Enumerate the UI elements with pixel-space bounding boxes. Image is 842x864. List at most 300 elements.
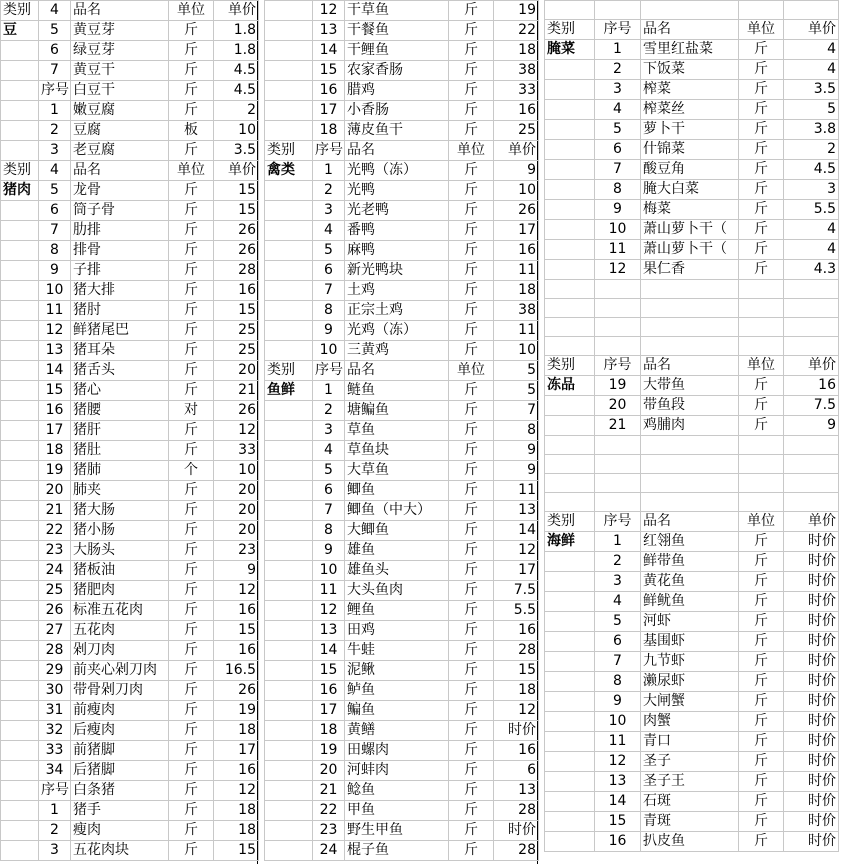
price-cell: 26 [494,201,539,221]
category-cell: 海鲜 [545,532,595,552]
table-row [545,396,839,416]
item-name-cell: 前瘦肉 [71,701,169,721]
category-cell [1,121,39,141]
table-row [1,841,259,861]
item-name-cell: 品名 [345,141,449,161]
table-row [265,141,539,161]
unit-cell: 斤 [449,521,494,541]
category-cell [545,592,595,612]
unit-cell: 斤 [169,681,214,701]
category-cell [1,601,39,621]
price-cell: 4 [784,40,839,60]
unit-cell [739,436,784,455]
category-cell: 类别 [545,356,595,376]
category-cell: 类别 [545,512,595,532]
category-cell [265,281,313,301]
table-row [1,61,259,81]
unit-cell: 斤 [449,241,494,261]
price-cell: 时价 [784,572,839,592]
unit-cell: 斤 [169,361,214,381]
unit-cell: 斤 [449,501,494,521]
price-cell: 单价 [214,161,259,181]
category-cell [545,832,595,852]
number-cell: 6 [595,140,641,160]
item-name-cell: 大鲫鱼 [345,521,449,541]
item-name-cell: 鲶鱼 [345,781,449,801]
number-cell: 5 [39,181,71,201]
number-cell: 34 [39,761,71,781]
table-row [265,841,539,861]
table-row [1,721,259,741]
table-row [1,761,259,781]
number-cell [595,493,641,512]
item-name-cell: 塘鳊鱼 [345,401,449,421]
item-name-cell: 黄鳝 [345,721,449,741]
price-cell: 3.8 [784,120,839,140]
category-cell: 猪肉 [1,181,39,201]
unit-cell: 斤 [169,181,214,201]
category-cell [1,341,39,361]
number-cell: 序号 [595,512,641,532]
unit-cell: 斤 [169,321,214,341]
category-cell [265,181,313,201]
price-cell: 单价 [784,20,839,40]
number-cell: 5 [595,612,641,632]
category-cell [545,493,595,512]
number-cell: 3 [313,421,345,441]
item-name-cell: 干草鱼 [345,1,449,21]
number-cell: 11 [595,732,641,752]
category-cell [1,641,39,661]
number-cell: 8 [313,301,345,321]
category-cell: 类别 [1,161,39,181]
price-table-2 [264,0,539,861]
unit-cell: 斤 [449,201,494,221]
table-row [265,481,539,501]
number-cell: 2 [595,552,641,572]
price-cell: 4.3 [784,260,839,280]
price-cell [784,436,839,455]
price-cell: 15 [214,621,259,641]
table-row [1,141,259,161]
table-row [545,732,839,752]
item-name-cell [641,299,739,318]
table-row [1,641,259,661]
category-cell [265,821,313,841]
category-cell [545,474,595,493]
unit-cell: 斤 [449,101,494,121]
unit-cell: 斤 [169,481,214,501]
number-cell: 序号 [39,81,71,101]
unit-cell: 斤 [449,841,494,861]
table-row [265,681,539,701]
price-cell: 20 [214,521,259,541]
unit-cell: 斤 [739,592,784,612]
item-name-cell: 鲢鱼 [345,381,449,401]
category-cell [545,712,595,732]
category-cell [265,421,313,441]
category-cell [1,41,39,61]
item-name-cell: 品名 [641,356,739,376]
unit-cell: 斤 [449,1,494,21]
unit-cell: 斤 [739,672,784,692]
table-row [265,781,539,801]
price-cell: 时价 [784,612,839,632]
unit-cell: 斤 [449,401,494,421]
price-cell: 9 [494,461,539,481]
unit-cell: 斤 [449,801,494,821]
unit-cell: 斤 [739,712,784,732]
category-cell [1,501,39,521]
table-row [265,241,539,261]
price-cell: 11 [494,481,539,501]
item-name-cell: 泥鳅 [345,661,449,681]
item-name-cell: 腌大白菜 [641,180,739,200]
item-name-cell: 豆腐 [71,121,169,141]
number-cell: 6 [313,481,345,501]
number-cell: 13 [313,21,345,41]
number-cell: 10 [313,341,345,361]
unit-cell: 斤 [449,541,494,561]
category-cell [1,421,39,441]
item-name-cell: 白条猪 [71,781,169,801]
category-cell [265,1,313,21]
category-cell [265,201,313,221]
category-cell [545,732,595,752]
table-row [545,493,839,512]
table-row [1,81,259,101]
price-cell: 4.5 [214,81,259,101]
item-name-cell: 腊鸡 [345,81,449,101]
category-cell [1,781,39,801]
number-cell: 2 [313,401,345,421]
unit-cell: 斤 [169,221,214,241]
unit-cell: 斤 [169,841,214,861]
number-cell [595,280,641,299]
unit-cell: 斤 [449,701,494,721]
category-cell [1,481,39,501]
number-cell: 18 [313,121,345,141]
category-cell [545,792,595,812]
table-row [545,240,839,260]
price-cell: 时价 [784,792,839,812]
price-cell: 28 [494,801,539,821]
number-cell [595,1,641,20]
item-name-cell: 基围虾 [641,632,739,652]
unit-cell: 斤 [449,441,494,461]
table-row [545,455,839,474]
category-cell [265,801,313,821]
number-cell: 1 [313,381,345,401]
table-row [265,61,539,81]
table-row [265,701,539,721]
item-name-cell: 黄花鱼 [641,572,739,592]
price-cell: 17 [494,561,539,581]
category-cell [265,741,313,761]
unit-cell: 斤 [449,81,494,101]
category-cell [265,701,313,721]
price-cell: 12 [494,701,539,721]
item-name-cell: 干鲤鱼 [345,41,449,61]
unit-cell: 斤 [739,60,784,80]
number-cell: 序号 [313,141,345,161]
item-name-cell: 圣子 [641,752,739,772]
unit-cell: 斤 [449,721,494,741]
item-name-cell [641,1,739,20]
table-row [265,601,539,621]
table-row [545,1,839,20]
number-cell: 9 [313,321,345,341]
price-cell: 33 [214,441,259,461]
number-cell: 27 [39,621,71,641]
price-cell: 5 [784,100,839,120]
price-cell: 28 [214,261,259,281]
item-name-cell: 大肠头 [71,541,169,561]
unit-cell: 斤 [739,200,784,220]
category-cell [1,441,39,461]
category-cell [545,100,595,120]
category-cell [545,455,595,474]
item-name-cell: 濑尿虾 [641,672,739,692]
table-row [545,712,839,732]
category-cell [1,141,39,161]
price-cell: 25 [214,341,259,361]
number-cell: 9 [595,200,641,220]
table-row [545,792,839,812]
item-name-cell: 光鸡（冻） [345,321,449,341]
price-cell: 18 [494,681,539,701]
unit-cell: 斤 [449,781,494,801]
price-cell: 4.5 [784,160,839,180]
number-cell: 5 [313,461,345,481]
unit-cell: 斤 [169,141,214,161]
category-cell [1,561,39,581]
table-row [545,60,839,80]
price-cell: 18 [214,821,259,841]
price-cell: 时价 [784,552,839,572]
price-cell: 13 [494,781,539,801]
item-name-cell: 猪大肠 [71,501,169,521]
item-name-cell: 五花肉块 [71,841,169,861]
number-cell [595,337,641,356]
table-row [1,361,259,381]
unit-cell: 对 [169,401,214,421]
category-cell [1,821,39,841]
number-cell: 28 [39,641,71,661]
table-row [265,161,539,181]
unit-cell: 单位 [449,361,494,381]
table-row [545,512,839,532]
item-name-cell: 筒子骨 [71,201,169,221]
item-name-cell: 草鱼块 [345,441,449,461]
number-cell: 17 [313,101,345,121]
price-cell [784,337,839,356]
item-name-cell: 猪肚 [71,441,169,461]
category-cell [545,692,595,712]
table-row [1,221,259,241]
number-cell: 12 [39,321,71,341]
unit-cell: 单位 [169,161,214,181]
unit-cell: 斤 [449,181,494,201]
price-cell: 16 [214,761,259,781]
price-cell: 10 [494,181,539,201]
unit-cell: 斤 [739,812,784,832]
item-name-cell: 猪腰 [71,401,169,421]
item-name-cell: 雪里红盐菜 [641,40,739,60]
item-name-cell: 绿豆芽 [71,41,169,61]
item-name-cell: 前猪脚 [71,741,169,761]
item-name-cell: 黄豆干 [71,61,169,81]
item-name-cell: 猪手 [71,801,169,821]
unit-cell: 斤 [169,81,214,101]
number-cell: 6 [39,201,71,221]
item-name-cell: 青口 [641,732,739,752]
unit-cell: 斤 [739,396,784,416]
category-cell [545,632,595,652]
table-row [1,161,259,181]
number-cell: 7 [39,61,71,81]
table-row [1,1,259,21]
unit-cell: 斤 [739,416,784,436]
price-cell: 12 [214,421,259,441]
unit-cell: 斤 [449,161,494,181]
category-cell: 类别 [545,20,595,40]
category-cell [1,241,39,261]
unit-cell [739,280,784,299]
unit-cell: 斤 [449,681,494,701]
number-cell: 13 [313,621,345,641]
number-cell: 21 [313,781,345,801]
item-name-cell: 番鸭 [345,221,449,241]
unit-cell: 板 [169,121,214,141]
price-cell [784,318,839,337]
unit-cell: 斤 [169,421,214,441]
item-name-cell: 猪肘 [71,301,169,321]
price-cell: 9 [494,161,539,181]
table-row [545,160,839,180]
category-cell [545,140,595,160]
number-cell: 4 [595,592,641,612]
number-cell: 序号 [39,781,71,801]
unit-cell: 斤 [449,621,494,641]
unit-cell: 斤 [169,521,214,541]
number-cell: 16 [313,81,345,101]
table-row [265,421,539,441]
item-name-cell: 肺夹 [71,481,169,501]
number-cell: 3 [39,841,71,861]
price-cell: 17 [214,741,259,761]
price-cell: 时价 [784,732,839,752]
table-row [545,180,839,200]
category-cell: 类别 [1,1,39,21]
category-cell [545,812,595,832]
unit-cell: 斤 [169,61,214,81]
price-sheet-column-2 [264,0,538,864]
number-cell: 9 [595,692,641,712]
item-name-cell: 带骨剁刀肉 [71,681,169,701]
number-cell: 10 [595,220,641,240]
item-name-cell: 榨菜丝 [641,100,739,120]
number-cell: 2 [39,821,71,841]
category-cell [265,561,313,581]
price-cell: 25 [214,321,259,341]
category-cell [545,299,595,318]
table-row [545,356,839,376]
item-name-cell: 什锦菜 [641,140,739,160]
number-cell: 26 [39,601,71,621]
table-row [265,281,539,301]
table-row [545,40,839,60]
unit-cell: 斤 [739,240,784,260]
price-cell [784,455,839,474]
unit-cell: 斤 [739,752,784,772]
price-cell: 3.5 [214,141,259,161]
price-cell: 9 [214,561,259,581]
unit-cell: 斤 [449,301,494,321]
table-row [1,621,259,641]
item-name-cell: 石斑 [641,792,739,812]
price-cell: 19 [494,1,539,21]
number-cell: 序号 [595,356,641,376]
table-row [1,241,259,261]
unit-cell: 斤 [169,21,214,41]
price-cell: 13 [494,501,539,521]
item-name-cell [641,280,739,299]
number-cell: 序号 [313,361,345,381]
unit-cell: 斤 [449,341,494,361]
unit-cell: 斤 [449,41,494,61]
category-cell [265,221,313,241]
table-row [1,201,259,221]
number-cell: 8 [595,672,641,692]
item-name-cell: 鳊鱼 [345,701,449,721]
unit-cell: 斤 [169,701,214,721]
item-name-cell: 扒皮鱼 [641,832,739,852]
number-cell: 25 [39,581,71,601]
unit-cell: 斤 [449,281,494,301]
item-name-cell: 后猪脚 [71,761,169,781]
price-cell: 9 [784,416,839,436]
unit-cell: 斤 [739,40,784,60]
item-name-cell: 麻鸭 [345,241,449,261]
table-row [1,341,259,361]
item-name-cell: 品名 [71,1,169,21]
category-cell [265,781,313,801]
price-cell: 7.5 [494,581,539,601]
unit-cell: 斤 [449,221,494,241]
price-cell: 38 [494,61,539,81]
category-cell [265,641,313,661]
number-cell: 12 [313,1,345,21]
category-cell [1,201,39,221]
price-cell: 16.5 [214,661,259,681]
price-cell: 单价 [784,512,839,532]
category-cell [1,841,39,861]
unit-cell: 斤 [169,241,214,261]
table-row [265,41,539,61]
number-cell: 14 [313,41,345,61]
number-cell: 7 [39,221,71,241]
table-row [545,812,839,832]
table-row [265,441,539,461]
number-cell: 2 [595,60,641,80]
number-cell: 21 [595,416,641,436]
item-name-cell: 酸豆角 [641,160,739,180]
number-cell: 9 [313,541,345,561]
price-cell: 时价 [784,672,839,692]
price-cell: 单价 [494,141,539,161]
item-name-cell: 光鸭 [345,181,449,201]
